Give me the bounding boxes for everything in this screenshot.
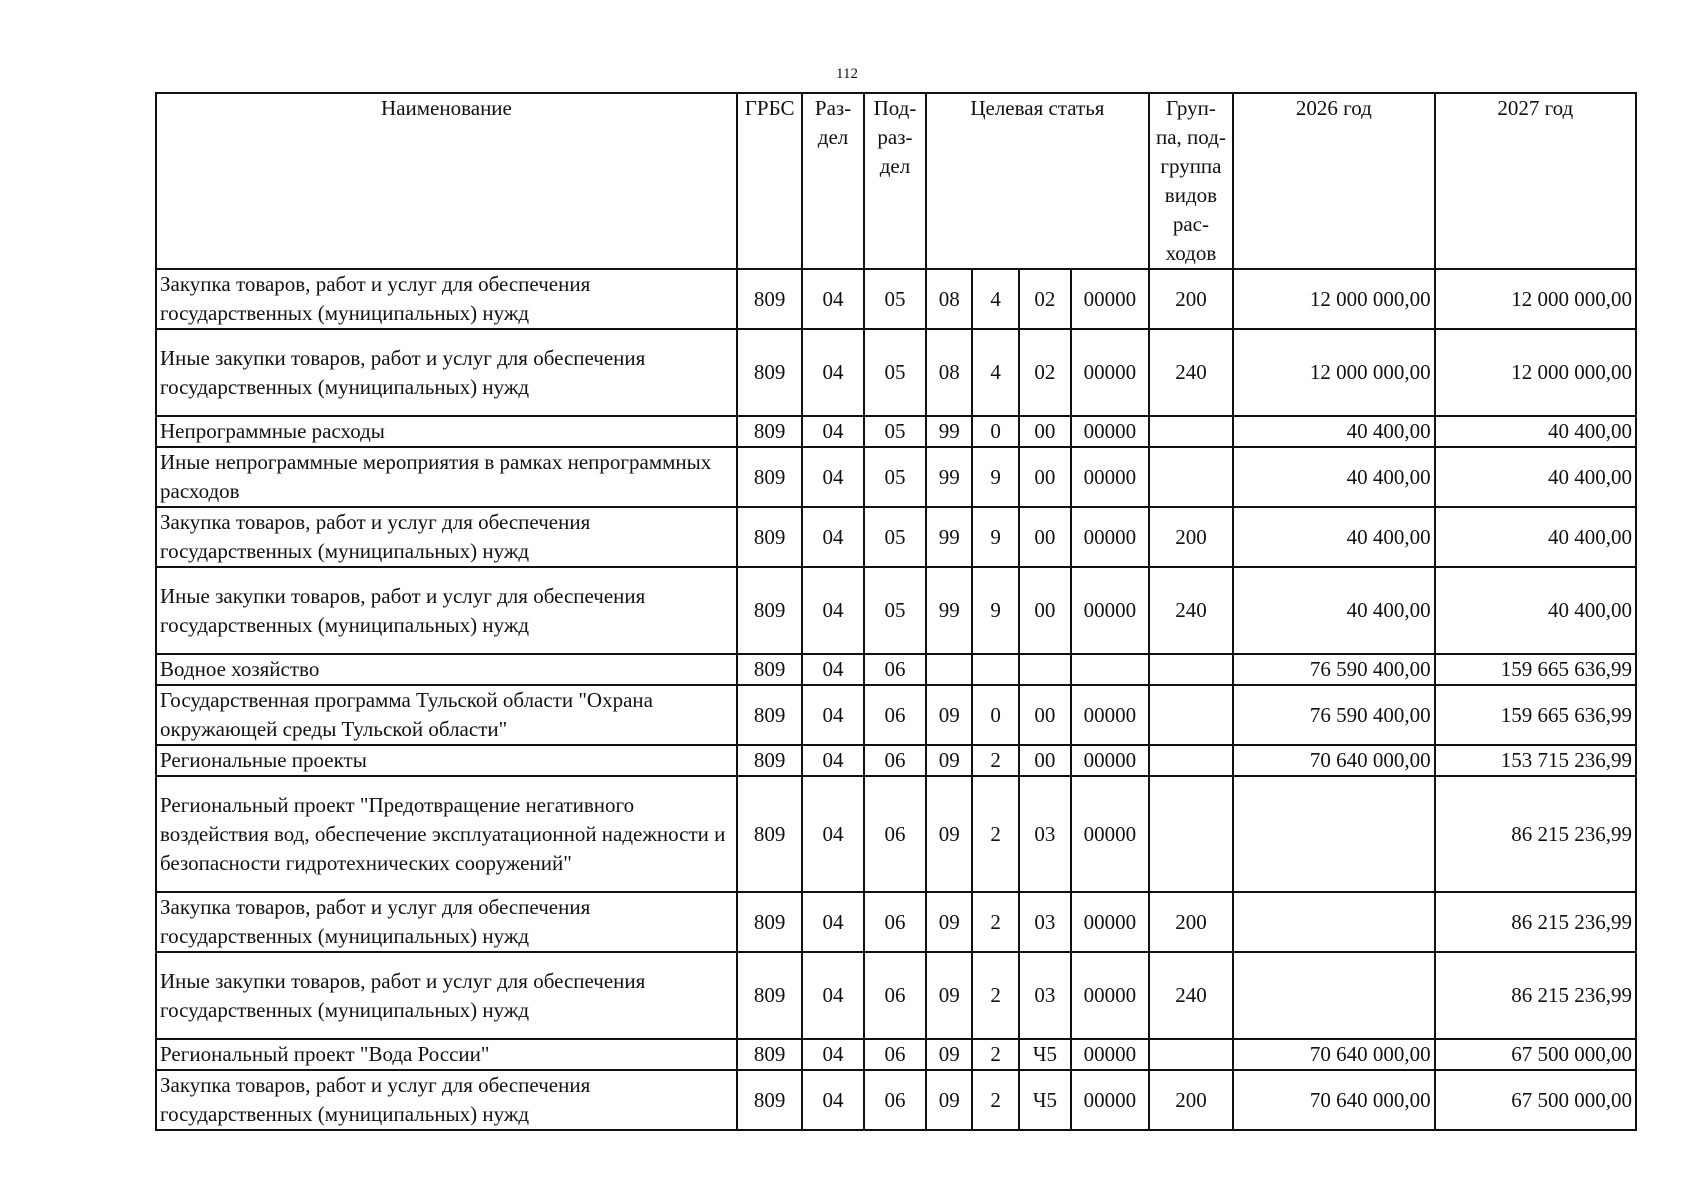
cell-expense-group: 200 (1149, 507, 1234, 567)
header-2026: 2026 год (1233, 93, 1434, 269)
header-2027: 2027 год (1435, 93, 1636, 269)
cell-grbs: 809 (737, 269, 802, 329)
cell-podrazdel: 05 (864, 269, 926, 329)
cell-amount-2027: 40 400,00 (1435, 447, 1636, 507)
cell-amount-2027: 86 215 236,99 (1435, 892, 1636, 952)
cell-target-type: 9 (972, 447, 1018, 507)
cell-target-group: 00 (1019, 447, 1071, 507)
cell-podrazdel: 05 (864, 567, 926, 654)
cell-target-program: 08 (926, 269, 972, 329)
cell-grbs: 809 (737, 745, 802, 776)
table-row (156, 507, 1636, 567)
cell-expense-group: 240 (1149, 567, 1234, 654)
cell-amount-2026: 76 590 400,00 (1233, 654, 1434, 685)
cell-target-program: 09 (926, 892, 972, 952)
cell-expense-group: 200 (1149, 892, 1234, 952)
cell-name: Иные закупки товаров, работ и услуг для обеспечения государственных (муниципальных) нужд (156, 329, 737, 416)
cell-target-group (1019, 654, 1071, 685)
cell-grbs: 809 (737, 654, 802, 685)
cell-target-group: 00 (1019, 567, 1071, 654)
cell-grbs: 809 (737, 1070, 802, 1130)
cell-amount-2026: 76 590 400,00 (1233, 685, 1434, 745)
cell-target-type: 2 (972, 745, 1018, 776)
cell-name: Иные непрограммные мероприятия в рамках непрограммных расходов (156, 447, 737, 507)
table-row (156, 447, 1636, 507)
cell-amount-2027: 86 215 236,99 (1435, 952, 1636, 1039)
cell-razdel: 04 (802, 654, 863, 685)
table-row (156, 1070, 1636, 1130)
header-razdel: Раз- дел (802, 93, 863, 269)
table-row (156, 952, 1636, 1039)
cell-target-group: 00 (1019, 745, 1071, 776)
cell-razdel: 04 (802, 269, 863, 329)
cell-grbs: 809 (737, 952, 802, 1039)
cell-grbs: 809 (737, 329, 802, 416)
cell-target-group: 00 (1019, 685, 1071, 745)
cell-target-program: 09 (926, 745, 972, 776)
cell-amount-2026: 40 400,00 (1233, 416, 1434, 447)
header-target: Целевая статья (926, 93, 1149, 269)
cell-razdel: 04 (802, 685, 863, 745)
cell-target-type: 2 (972, 952, 1018, 1039)
cell-target-type: 4 (972, 269, 1018, 329)
table-row (156, 416, 1636, 447)
cell-target-direction: 00000 (1071, 507, 1149, 567)
cell-target-direction: 00000 (1071, 776, 1149, 892)
cell-grbs: 809 (737, 416, 802, 447)
cell-target-type: 9 (972, 567, 1018, 654)
cell-target-direction: 00000 (1071, 329, 1149, 416)
cell-target-type: 0 (972, 416, 1018, 447)
cell-target-group: 00 (1019, 507, 1071, 567)
cell-podrazdel: 06 (864, 892, 926, 952)
cell-target-program: 99 (926, 507, 972, 567)
cell-target-group: 02 (1019, 269, 1071, 329)
table-row (156, 745, 1636, 776)
cell-amount-2026: 40 400,00 (1233, 567, 1434, 654)
cell-razdel: 04 (802, 745, 863, 776)
cell-name: Региональный проект "Предотвращение негативного воздействия вод, обеспечение эксплуатационной надежности и безопасности гидротехнических сооружений" (156, 776, 737, 892)
table-row (156, 329, 1636, 416)
cell-grbs: 809 (737, 507, 802, 567)
cell-name: Закупка товаров, работ и услуг для обеспечения государственных (муниципальных) нужд (156, 1070, 737, 1130)
budget-table (155, 92, 1637, 1131)
cell-expense-group (1149, 745, 1234, 776)
cell-name: Иные закупки товаров, работ и услуг для обеспечения государственных (муниципальных) нужд (156, 952, 737, 1039)
cell-podrazdel: 05 (864, 507, 926, 567)
cell-name: Закупка товаров, работ и услуг для обеспечения государственных (муниципальных) нужд (156, 269, 737, 329)
cell-amount-2027: 40 400,00 (1435, 507, 1636, 567)
cell-amount-2026: 70 640 000,00 (1233, 745, 1434, 776)
cell-target-direction: 00000 (1071, 952, 1149, 1039)
cell-expense-group (1149, 685, 1234, 745)
cell-amount-2027: 159 665 636,99 (1435, 654, 1636, 685)
cell-razdel: 04 (802, 952, 863, 1039)
cell-razdel: 04 (802, 567, 863, 654)
cell-razdel: 04 (802, 447, 863, 507)
cell-podrazdel: 05 (864, 329, 926, 416)
cell-grbs: 809 (737, 447, 802, 507)
cell-amount-2027: 86 215 236,99 (1435, 776, 1636, 892)
cell-target-program: 09 (926, 685, 972, 745)
table-row (156, 567, 1636, 654)
cell-podrazdel: 06 (864, 745, 926, 776)
cell-grbs: 809 (737, 685, 802, 745)
cell-amount-2026: 12 000 000,00 (1233, 269, 1434, 329)
cell-target-program: 09 (926, 776, 972, 892)
table-row (156, 269, 1636, 329)
cell-name: Государственная программа Тульской области "Охрана окружающей среды Тульской области" (156, 685, 737, 745)
cell-name: Закупка товаров, работ и услуг для обеспечения государственных (муниципальных) нужд (156, 507, 737, 567)
cell-amount-2026: 70 640 000,00 (1233, 1039, 1434, 1070)
cell-podrazdel: 06 (864, 1070, 926, 1130)
cell-target-direction: 00000 (1071, 447, 1149, 507)
cell-name: Закупка товаров, работ и услуг для обеспечения государственных (муниципальных) нужд (156, 892, 737, 952)
cell-expense-group (1149, 654, 1234, 685)
cell-expense-group (1149, 416, 1234, 447)
cell-grbs: 809 (737, 776, 802, 892)
cell-target-type: 2 (972, 892, 1018, 952)
cell-target-direction: 00000 (1071, 416, 1149, 447)
cell-grbs: 809 (737, 567, 802, 654)
cell-target-direction: 00000 (1071, 567, 1149, 654)
cell-target-program: 99 (926, 416, 972, 447)
table-row (156, 776, 1636, 892)
cell-amount-2026 (1233, 776, 1434, 892)
cell-target-program: 09 (926, 1070, 972, 1130)
cell-target-direction: 00000 (1071, 1039, 1149, 1070)
cell-target-direction: 00000 (1071, 269, 1149, 329)
cell-amount-2026 (1233, 952, 1434, 1039)
cell-target-group: 03 (1019, 952, 1071, 1039)
cell-target-program: 09 (926, 1039, 972, 1070)
cell-podrazdel: 05 (864, 416, 926, 447)
cell-razdel: 04 (802, 1039, 863, 1070)
table-row (156, 1039, 1636, 1070)
cell-target-group: 03 (1019, 776, 1071, 892)
cell-target-type: 2 (972, 1039, 1018, 1070)
cell-name: Региональный проект "Вода России" (156, 1039, 737, 1070)
cell-amount-2027: 67 500 000,00 (1435, 1070, 1636, 1130)
cell-target-program: 99 (926, 447, 972, 507)
cell-razdel: 04 (802, 507, 863, 567)
cell-amount-2027: 40 400,00 (1435, 416, 1636, 447)
cell-target-direction: 00000 (1071, 892, 1149, 952)
header-grbs: ГРБС (737, 93, 802, 269)
table-header-row (156, 93, 1636, 269)
cell-target-type: 2 (972, 776, 1018, 892)
cell-name: Иные закупки товаров, работ и услуг для обеспечения государственных (муниципальных) нужд (156, 567, 737, 654)
cell-podrazdel: 05 (864, 447, 926, 507)
cell-amount-2027: 40 400,00 (1435, 567, 1636, 654)
cell-expense-group: 240 (1149, 329, 1234, 416)
cell-target-program: 09 (926, 952, 972, 1039)
cell-podrazdel: 06 (864, 1039, 926, 1070)
cell-target-type: 4 (972, 329, 1018, 416)
cell-target-direction: 00000 (1071, 1070, 1149, 1130)
cell-target-group: Ч5 (1019, 1039, 1071, 1070)
cell-amount-2026 (1233, 892, 1434, 952)
cell-target-type: 0 (972, 685, 1018, 745)
cell-expense-group: 200 (1149, 269, 1234, 329)
cell-expense-group: 200 (1149, 1070, 1234, 1130)
cell-grbs: 809 (737, 892, 802, 952)
cell-target-type (972, 654, 1018, 685)
cell-expense-group: 240 (1149, 952, 1234, 1039)
cell-razdel: 04 (802, 329, 863, 416)
cell-amount-2026: 12 000 000,00 (1233, 329, 1434, 416)
cell-target-group: 03 (1019, 892, 1071, 952)
cell-razdel: 04 (802, 416, 863, 447)
table-row (156, 654, 1636, 685)
cell-target-group: 00 (1019, 416, 1071, 447)
cell-amount-2026: 40 400,00 (1233, 507, 1434, 567)
cell-grbs: 809 (737, 1039, 802, 1070)
cell-razdel: 04 (802, 776, 863, 892)
cell-amount-2027: 12 000 000,00 (1435, 329, 1636, 416)
cell-razdel: 04 (802, 1070, 863, 1130)
page-number: 112 (836, 66, 858, 82)
cell-name: Региональные проекты (156, 745, 737, 776)
cell-podrazdel: 06 (864, 685, 926, 745)
header-podrazdel: Под- раз- дел (864, 93, 926, 269)
header-name: Наименование (156, 93, 737, 269)
cell-podrazdel: 06 (864, 654, 926, 685)
cell-amount-2027: 159 665 636,99 (1435, 685, 1636, 745)
cell-target-group: 02 (1019, 329, 1071, 416)
cell-name: Непрограммные расходы (156, 416, 737, 447)
cell-razdel: 04 (802, 892, 863, 952)
header-group: Груп- па, под- группа видов рас- ходов (1149, 93, 1234, 269)
cell-amount-2026: 40 400,00 (1233, 447, 1434, 507)
cell-amount-2027: 67 500 000,00 (1435, 1039, 1636, 1070)
table-row (156, 685, 1636, 745)
cell-target-group: Ч5 (1019, 1070, 1071, 1130)
cell-target-direction: 00000 (1071, 685, 1149, 745)
cell-target-direction (1071, 654, 1149, 685)
cell-expense-group (1149, 1039, 1234, 1070)
cell-target-program: 08 (926, 329, 972, 416)
cell-expense-group (1149, 447, 1234, 507)
cell-target-program (926, 654, 972, 685)
cell-podrazdel: 06 (864, 776, 926, 892)
cell-amount-2026: 70 640 000,00 (1233, 1070, 1434, 1130)
cell-name: Водное хозяйство (156, 654, 737, 685)
cell-target-type: 2 (972, 1070, 1018, 1130)
table-row (156, 892, 1636, 952)
cell-expense-group (1149, 776, 1234, 892)
cell-amount-2027: 12 000 000,00 (1435, 269, 1636, 329)
cell-amount-2027: 153 715 236,99 (1435, 745, 1636, 776)
cell-podrazdel: 06 (864, 952, 926, 1039)
cell-target-program: 99 (926, 567, 972, 654)
cell-target-direction: 00000 (1071, 745, 1149, 776)
cell-target-type: 9 (972, 507, 1018, 567)
